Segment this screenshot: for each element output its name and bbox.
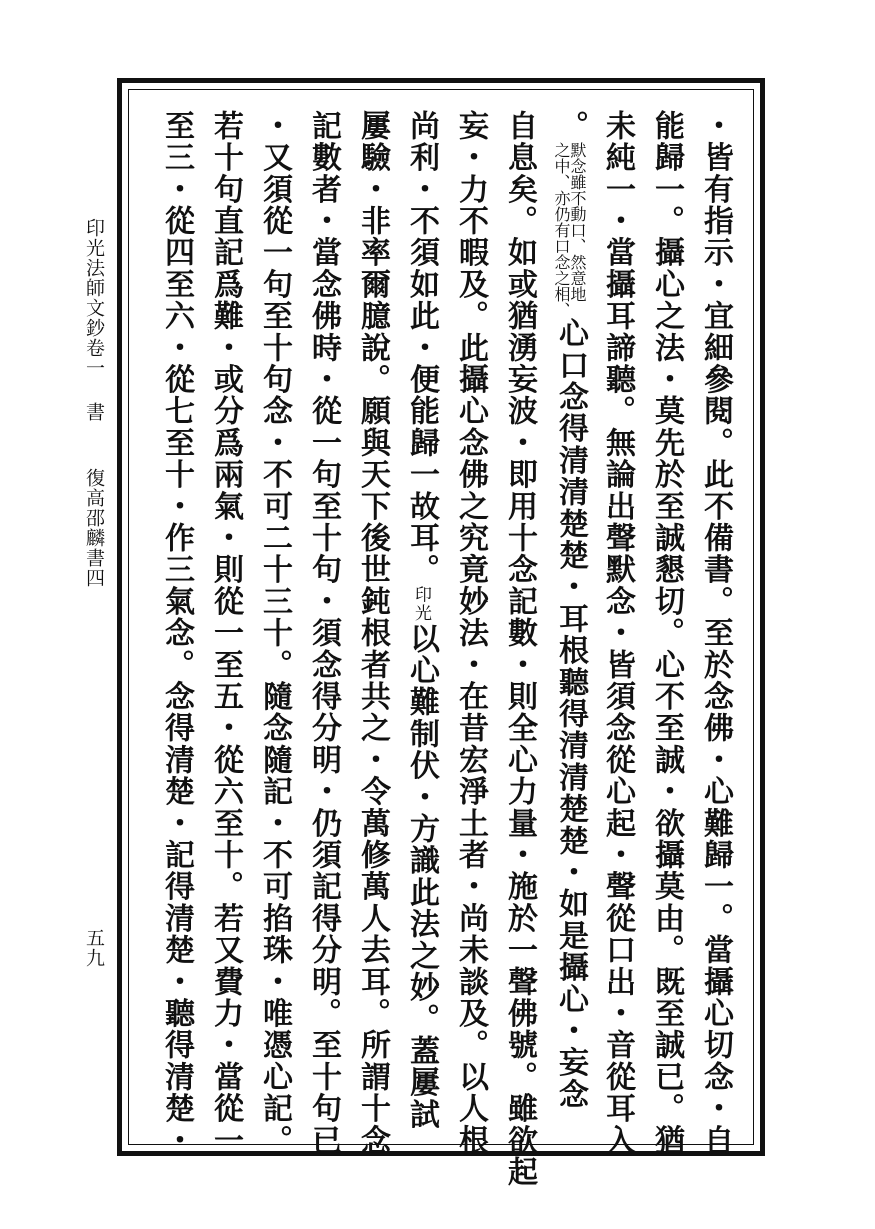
letter-title: 復高邵麟書四 [83, 468, 105, 588]
text-column-9: 記數者・當念佛時・從一句至十句・須念得分明・仍須記得分明。至十句已 [306, 110, 341, 1157]
section-label: 書 [83, 402, 105, 422]
column-4-lead: 。 [553, 110, 588, 142]
text-column-2: 能歸一。攝心之法・莫先於至誠懇切。心不至誠・欲攝莫由。既至誠已。猶 [649, 110, 684, 1157]
note-line-left: 之中、亦仍有口念之相、 [552, 141, 571, 318]
text-column-6: 妄・力不暇及。此攝心念佛之究竟妙法・在昔宏淨土者・尚未談及。以人根 [453, 110, 488, 1157]
text-column-7 [404, 110, 439, 1131]
book-title: 印光法師文鈔卷一 [83, 218, 105, 378]
text-column-8: 屢驗・非率爾臆說。願與天下後世鈍根者共之・令萬修萬人去耳。所謂十念 [355, 110, 390, 1157]
text-column-1: ・皆有指示・宜細參閱。此不備書。至於念佛・心難歸一。當攝心切念・自 [698, 110, 733, 1157]
text-column-4 [552, 110, 588, 1111]
text-column-10: ・又須從一句至十句念・不可二十三十。隨念隨記・不可掐珠・唯憑心記。 [257, 110, 292, 1157]
author-name-small: 印光 [411, 585, 431, 623]
text-column-5: 自息矣。如或猶湧妄波・即用十念記數・則全心力量・施於一聲佛號。雖欲起 [502, 110, 537, 1188]
note-line-right: 默念雖不動口、然意地 [568, 141, 587, 302]
text-column-11: 若十句直記爲難・或分爲兩氣・則從一至五・從六至十。若又費力・當從一 [208, 110, 243, 1157]
text-column-12: 至三・從四至六・從七至十・作三氣念。念得清楚・記得清楚・聽得清楚・ [159, 110, 194, 1157]
text-column-3: 未純一・當攝耳諦聽。無論出聲默念・皆須念從心起・聲從口出・音從耳入 [600, 110, 635, 1157]
interlinear-note [553, 142, 585, 318]
margin-header [84, 218, 103, 588]
column-4-text: 心口念得清清楚楚・耳根聽得清清楚楚・如是攝心・妄念 [553, 317, 588, 1111]
page-number: 五九 [83, 928, 105, 968]
column-7-lead: 尚利・不須如此・便能歸一故耳。 [404, 110, 439, 586]
column-7-text: 以心難制伏・方識此法之妙。蓋屢試 [404, 622, 439, 1131]
